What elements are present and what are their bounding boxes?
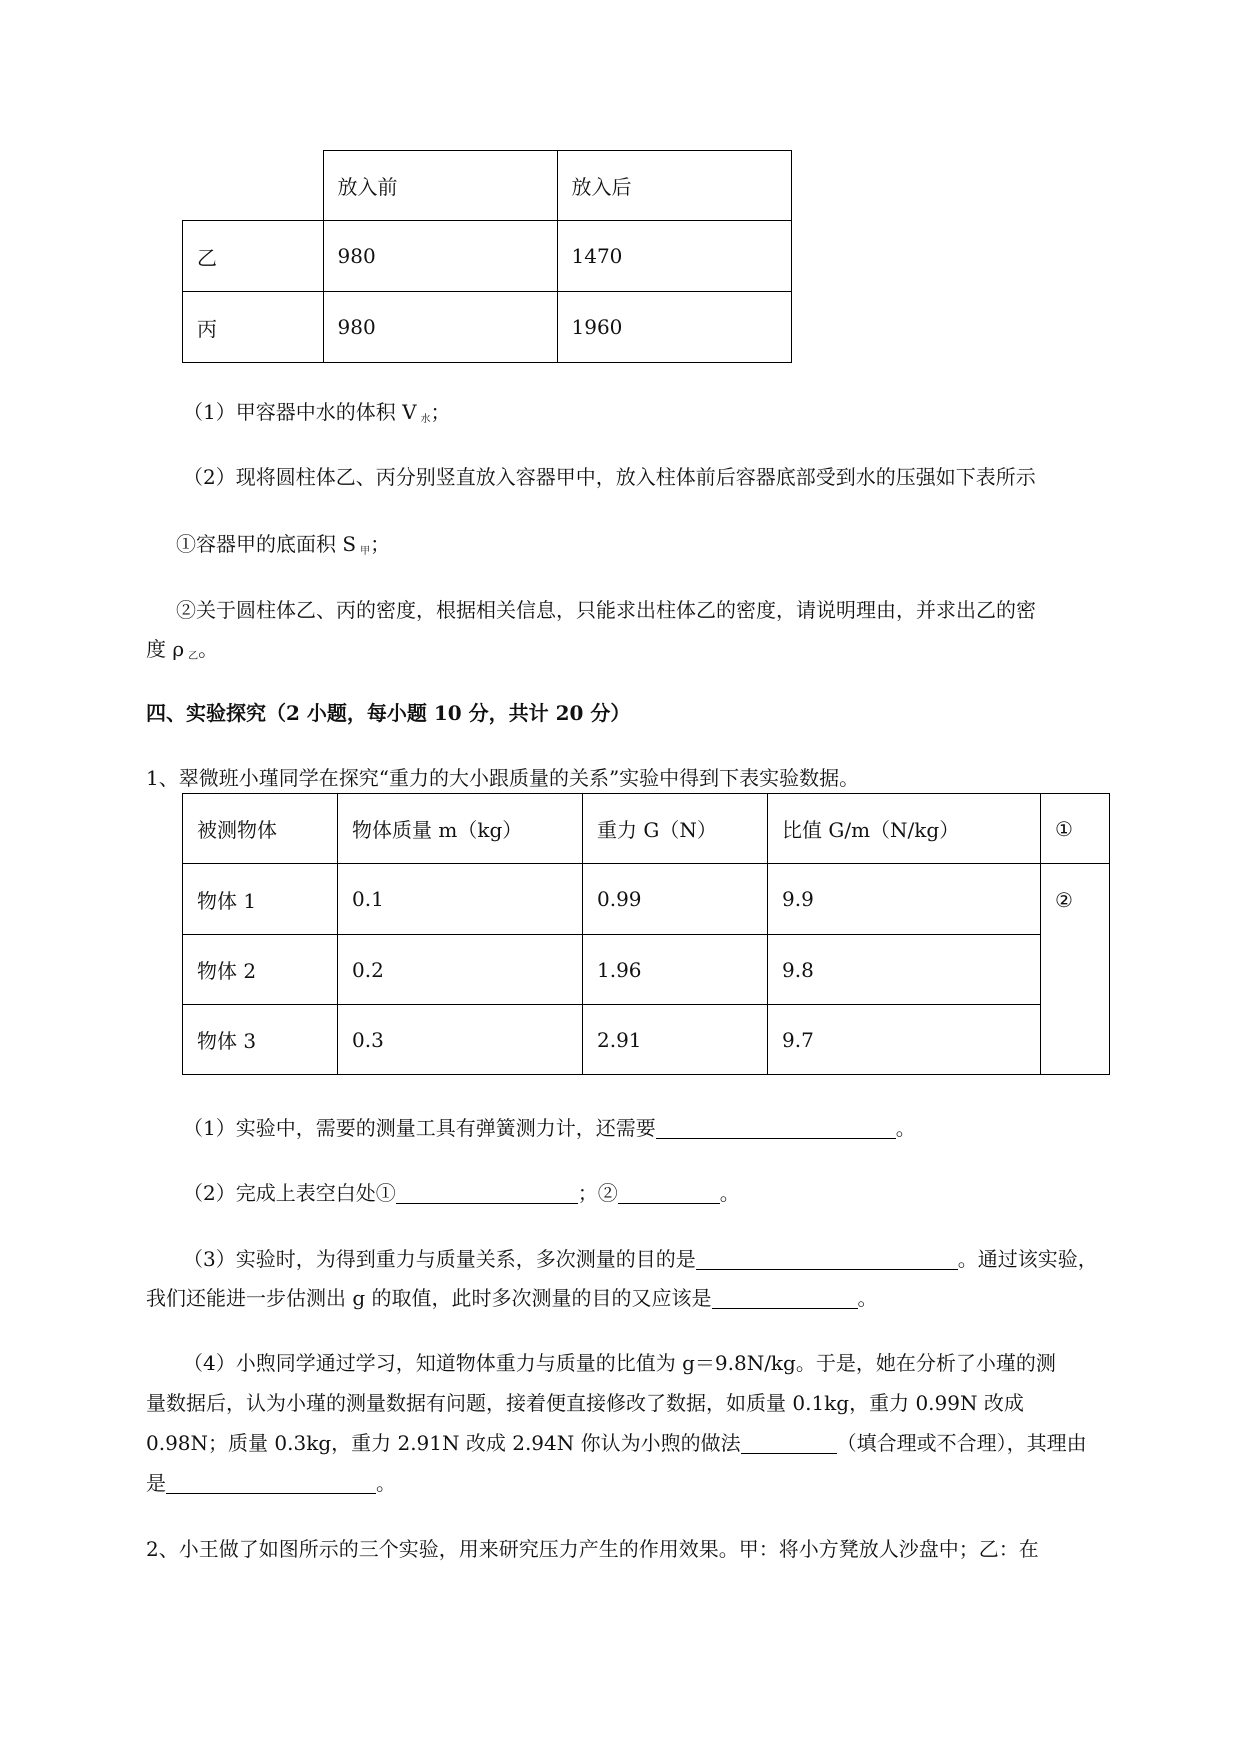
table-row (183, 935, 1110, 1005)
answer-blank[interactable] (696, 1249, 958, 1270)
table-header-cell: 放入后 (557, 151, 791, 221)
table-cell: 1.96 (583, 935, 768, 1005)
table-cell: 2.91 (583, 1005, 768, 1075)
experiment-1-intro: 1、翠微班小瑾同学在探究“重力的大小跟质量的关系”实验中得到下表实验数据。 (146, 766, 860, 790)
answer-blank[interactable] (712, 1288, 858, 1309)
answer-blank[interactable] (741, 1433, 837, 1454)
table-cell: 980 (323, 221, 557, 292)
subquestion-4: （4）小煦同学通过学习，知道物体重力与质量的比值为 g＝9.8N/kg。于是，她在分析了小瑾的测 (183, 1351, 1056, 1375)
table-header-cell: 比值 G/m（N/kg） (768, 794, 1041, 864)
question-part-1: （1）甲容器中水的体积 V $_水$； (183, 400, 451, 425)
table-merged-cell: ② (1041, 864, 1110, 1075)
subquestion-1: （1）实验中，需要的测量工具有弹簧测力计，还需要 。 (183, 1116, 916, 1140)
table-cell: 0.99 (583, 864, 768, 935)
section-title: 四、实验探究（2 小题，每小题 10 分，共计 20 分） (146, 701, 631, 725)
question-sub-2-cont: 度 ρ $_乙$。 (146, 637, 219, 662)
table-cell: 物体 3 (183, 1005, 338, 1075)
table-cell: 0.3 (338, 1005, 583, 1075)
table-header-cell: 重力 G（N） (583, 794, 768, 864)
subquestion-2: （2）完成上表空白处① ；② 。 (183, 1181, 740, 1205)
table-cell: 1960 (557, 292, 791, 363)
subquestion-3: （3）实验时，为得到重力与质量关系，多次测量的目的是 。通过该实验， (183, 1247, 1098, 1271)
table-cell: 丙 (183, 292, 324, 363)
table-cell: 9.7 (768, 1005, 1041, 1075)
answer-blank[interactable] (396, 1183, 578, 1204)
table-cell: 9.8 (768, 935, 1041, 1005)
table-cell: 1470 (557, 221, 791, 292)
subquestion-4-line3: 0.98N；质量 0.3kg，重力 2.91N 改成 2.94N 你认为小煦的做法 （填合理或不合理），其理由 (146, 1431, 1087, 1455)
gravity-mass-table (182, 793, 1110, 1075)
table-header-cell: ① (1041, 794, 1110, 864)
table-cell: 980 (323, 292, 557, 363)
table-row (183, 221, 792, 292)
table-cell (183, 151, 324, 221)
table-row (183, 1005, 1110, 1075)
table-header-cell: 被测物体 (183, 794, 338, 864)
table-cell: 物体 2 (183, 935, 338, 1005)
question-sub-1: ①容器甲的底面积 S $_甲$； (176, 532, 391, 557)
table-cell: 9.9 (768, 864, 1041, 935)
experiment-2-intro: 2、小王做了如图所示的三个实验，用来研究压力产生的作用效果。甲：将小方凳放人沙盘中；乙：在 (146, 1537, 1039, 1561)
subquestion-3-cont: 我们还能进一步估测出 g 的取值，此时多次测量的目的又应该是 。 (146, 1286, 878, 1310)
table-row (183, 864, 1110, 935)
table-cell: 0.2 (338, 935, 583, 1005)
table-header-cell: 物体质量 m（kg） (338, 794, 583, 864)
question-sub-2: ②关于圆柱体乙、丙的密度，根据相关信息，只能求出柱体乙的密度，请说明理由，并求出乙的密 (176, 598, 1036, 622)
table-cell: 0.1 (338, 864, 583, 935)
table-row (183, 292, 792, 363)
pressure-table (182, 150, 792, 363)
question-part-2: （2）现将圆柱体乙、丙分别竖直放入容器甲中，放入柱体前后容器底部受到水的压强如下表所示 (183, 465, 1036, 489)
table-cell: 物体 1 (183, 864, 338, 935)
answer-blank[interactable] (166, 1473, 376, 1494)
subquestion-4-line4: 是 。 (146, 1471, 396, 1495)
subquestion-4-line2: 量数据后，认为小瑾的测量数据有问题，接着便直接修改了数据，如质量 0.1kg，重力 0.99N 改成 (146, 1391, 1024, 1415)
table-header-cell: 放入前 (323, 151, 557, 221)
answer-blank[interactable] (656, 1118, 896, 1139)
answer-blank[interactable] (618, 1183, 720, 1204)
table-cell: 乙 (183, 221, 324, 292)
